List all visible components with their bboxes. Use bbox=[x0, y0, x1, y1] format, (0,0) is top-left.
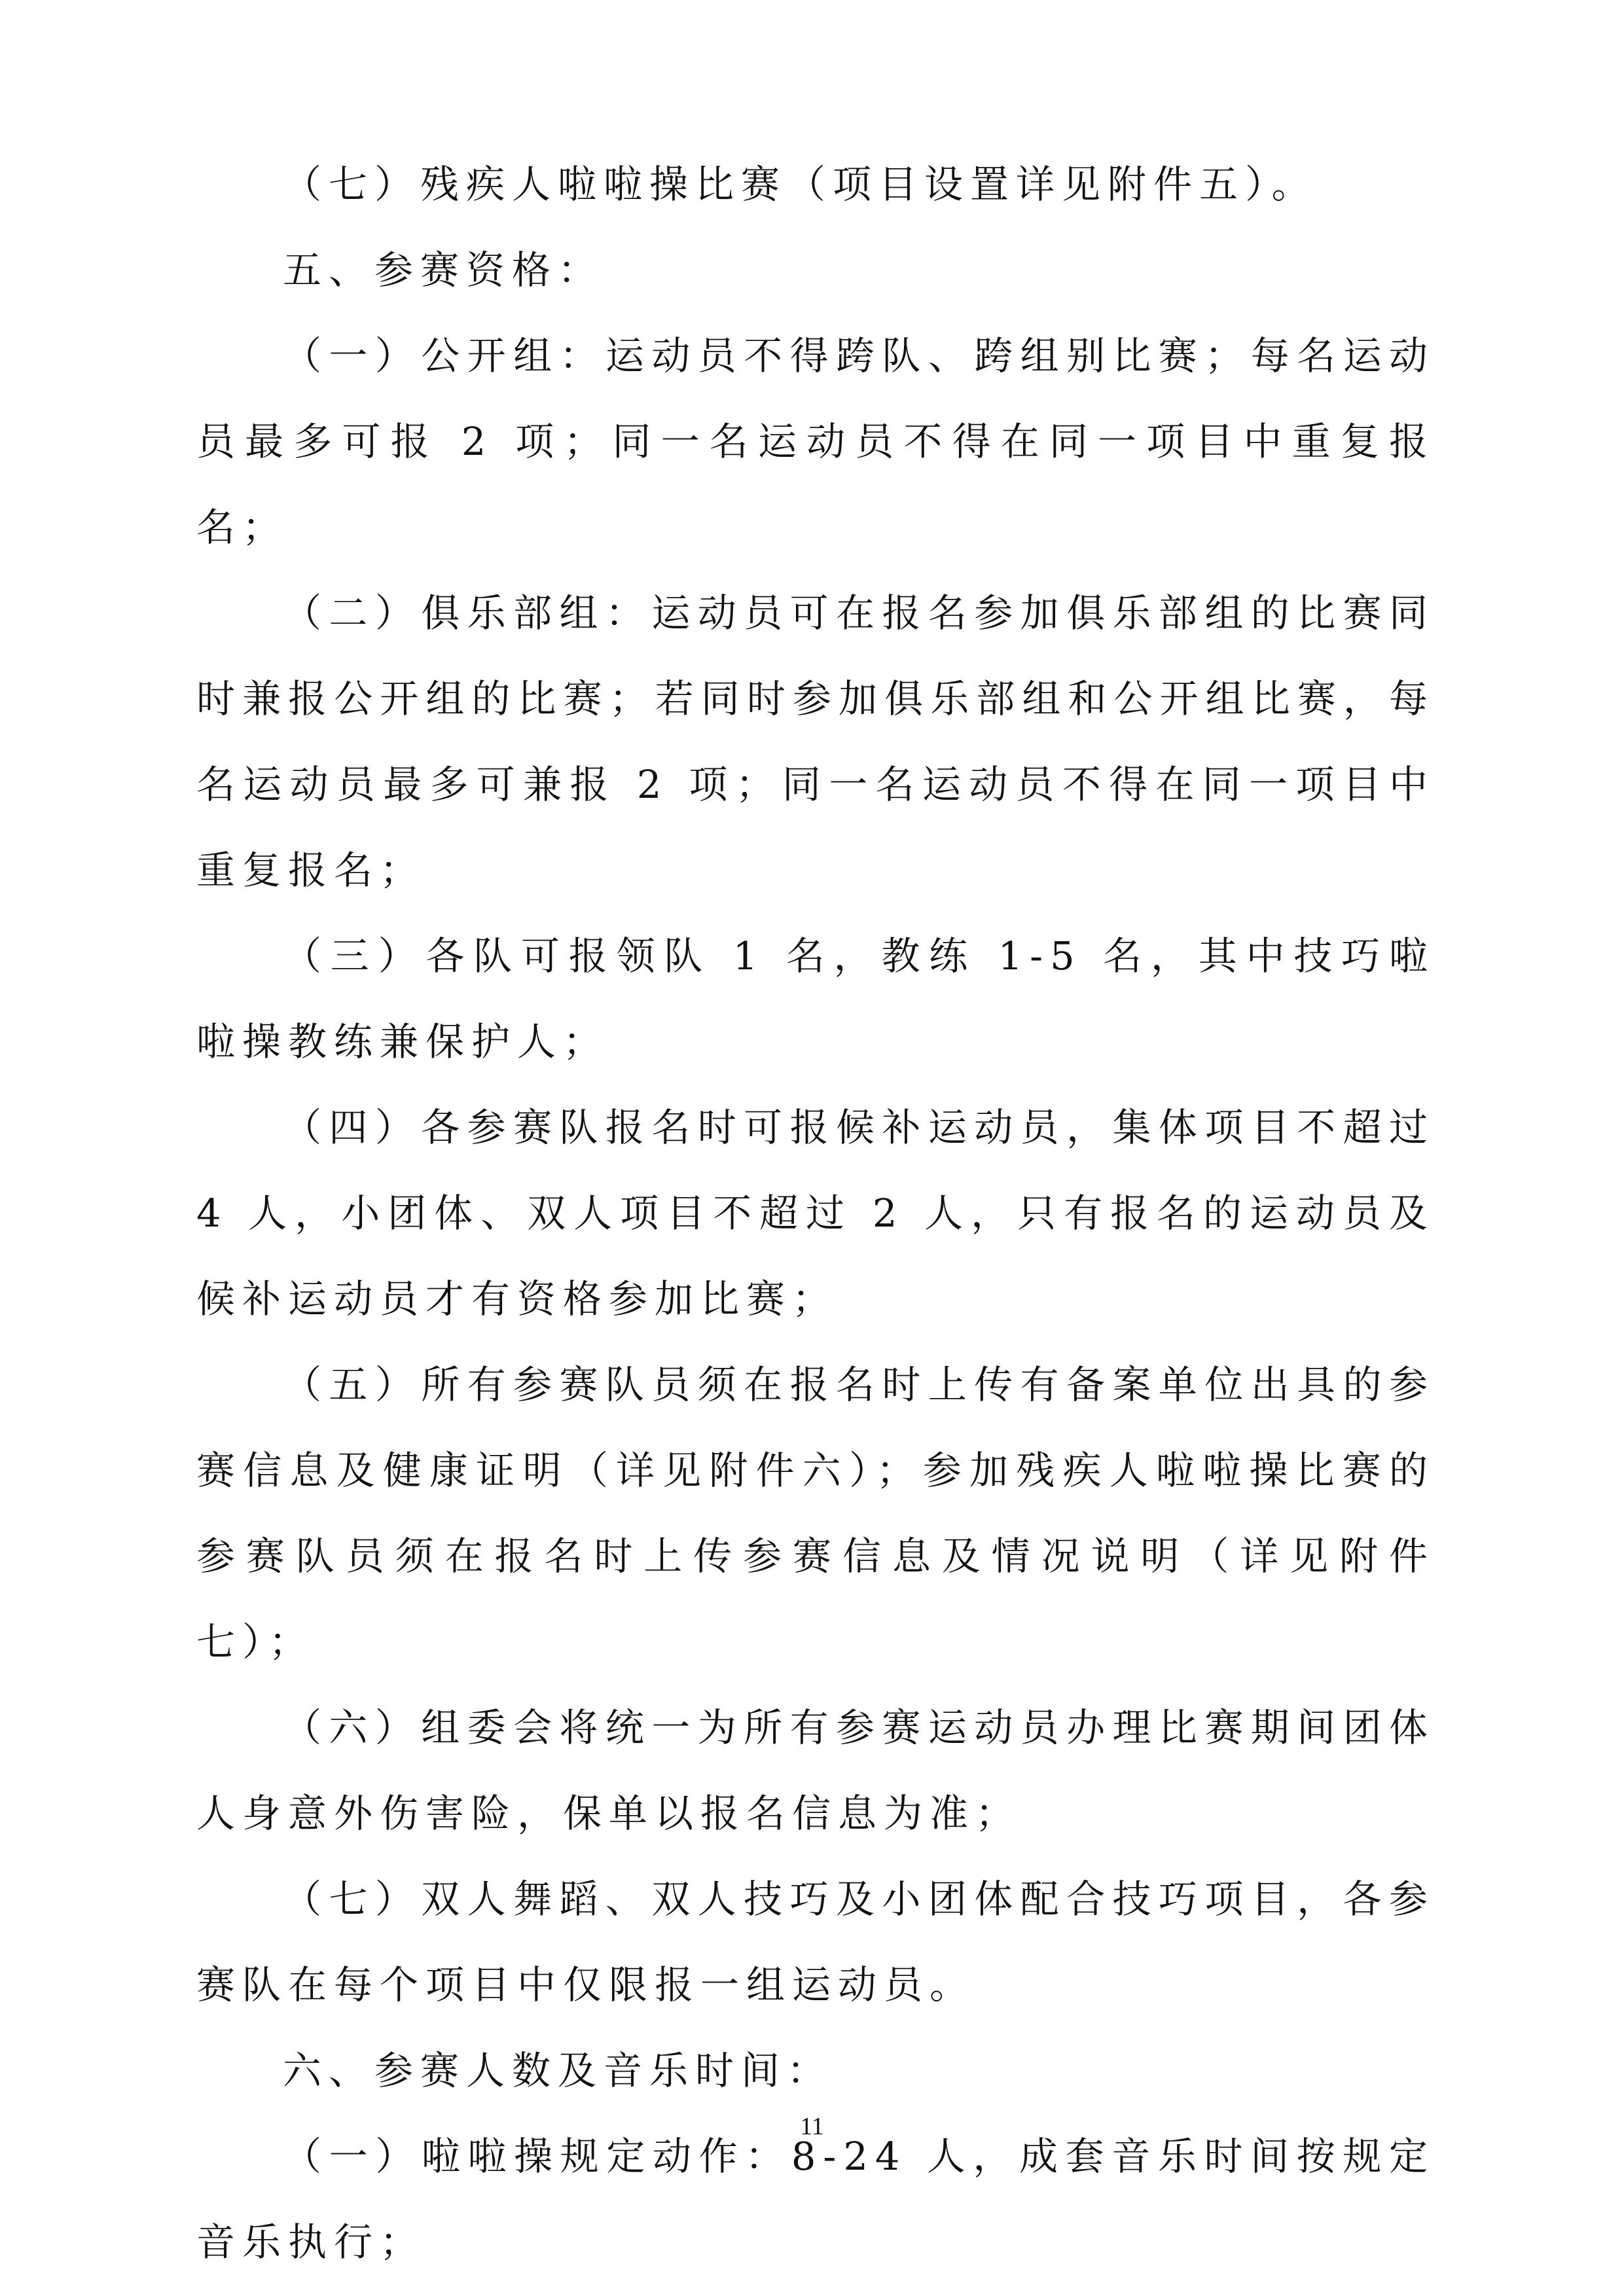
paragraph-disabled-cheerleading-item: （七）残疾人啦啦操比赛（项目设置详见附件五）。 bbox=[283, 162, 1318, 207]
page-number: 11 bbox=[800, 2113, 824, 2140]
paragraph-health-certificates: （五）所有参赛队员须在报名时上传有备案单位出具的参赛信息及健康证明（详见附件六）；参加残疾人啦啦操比赛的参赛队员须在报名时上传参赛信息及情况说明（详见附件七）； bbox=[196, 1362, 1435, 1664]
paragraph-substitutes: （四）各参赛队报名时可报候补运动员，集体项目不超过 4 人，小团体、双人项目不超过 2 人，只有报名的运动员及候补运动员才有资格参加比赛； bbox=[196, 1105, 1435, 1321]
paragraph-insurance: （六）组委会将统一为所有参赛运动员办理比赛期间团体人身意外伤害险，保单以报名信息为准； bbox=[196, 1705, 1435, 1836]
paragraph-compulsory-routine: （一）啦啦操规定动作：8-24 人，成套音乐时间按规定音乐执行； bbox=[196, 2134, 1435, 2265]
paragraph-open-group: （一）公开组：运动员不得跨队、跨组别比赛；每名运动员最多可报 2 项；同一名运动员不得在同一项目中重复报名； bbox=[196, 333, 1435, 550]
paragraph-club-group: （二）俱乐部组：运动员可在报名参加俱乐部组的比赛同时兼报公开组的比赛；若同时参加俱乐部组和公开组比赛，每名运动员最多可兼报 2 项；同一名运动员不得在同一项目中重复报名； bbox=[196, 590, 1435, 893]
heading-eligibility: 五、参赛资格： bbox=[283, 247, 604, 293]
heading-participants-music-time: 六、参赛人数及音乐时间： bbox=[283, 2048, 833, 2093]
paragraph-pair-events: （七）双人舞蹈、双人技巧及小团体配合技巧项目，各参赛队在每个项目中仅限报一组运动员。 bbox=[196, 1876, 1435, 2007]
paragraph-team-leaders-coaches: （三）各队可报领队 1 名，教练 1-5 名，其中技巧啦啦操教练兼保护人； bbox=[196, 933, 1435, 1064]
document-body bbox=[196, 141, 1435, 2285]
